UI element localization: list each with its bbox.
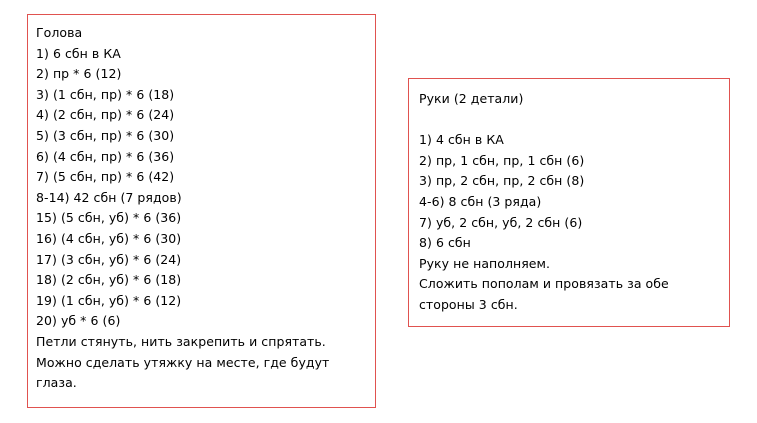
text-line: 5) (3 сбн, пр) * 6 (30) <box>36 127 175 143</box>
text-line: Руки (2 детали) <box>419 91 524 106</box>
text-line: Петли стянуть, нить закрепить и спрятать. <box>36 333 326 349</box>
text-line: 8) 6 сбн <box>419 235 471 251</box>
text-line-blank <box>419 110 719 131</box>
text-line: 3) пр, 2 сбн, пр, 2 сбн (8) <box>419 173 585 189</box>
text-line: 2) пр * 6 (12) <box>36 66 122 82</box>
text-line: 19) (1 сбн, уб) * 6 (12) <box>36 292 182 308</box>
text-line: Можно сделать утяжку на месте, где будут <box>36 354 330 370</box>
text-line: Сложить пополам и провязать за обе <box>419 276 669 292</box>
text-line: Голова <box>36 25 83 40</box>
text-line: 8-14) 42 сбн (7 рядов) <box>36 189 182 205</box>
head-instructions-panel <box>27 14 376 408</box>
text-line: 7) (5 сбн, пр) * 6 (42) <box>36 169 175 185</box>
text-line: 15) (5 сбн, уб) * 6 (36) <box>36 210 182 226</box>
text-line: 18) (2 сбн, уб) * 6 (18) <box>36 272 182 288</box>
arms-instructions-panel <box>408 78 730 327</box>
text-line: 1) 4 сбн в КА <box>419 132 504 148</box>
text-line: Руку не наполняем. <box>419 255 551 271</box>
text-line: 3) (1 сбн, пр) * 6 (18) <box>36 86 175 102</box>
text-line: 1) 6 сбн в КА <box>36 45 121 61</box>
text-line: 2) пр, 1 сбн, пр, 1 сбн (6) <box>419 152 585 168</box>
text-line: 16) (4 сбн, уб) * 6 (30) <box>36 230 182 246</box>
text-line: 20) уб * 6 (6) <box>36 313 121 329</box>
text-line: 7) уб, 2 сбн, уб, 2 сбн (6) <box>419 214 583 230</box>
text-line: 4) (2 сбн, пр) * 6 (24) <box>36 107 175 123</box>
text-line: 6) (4 сбн, пр) * 6 (36) <box>36 148 175 164</box>
text-line: 17) (3 сбн, уб) * 6 (24) <box>36 251 182 267</box>
text-line: стороны 3 сбн. <box>419 296 518 312</box>
text-line: глаза. <box>36 375 77 391</box>
text-line: 4-6) 8 сбн (3 ряда) <box>419 193 542 209</box>
